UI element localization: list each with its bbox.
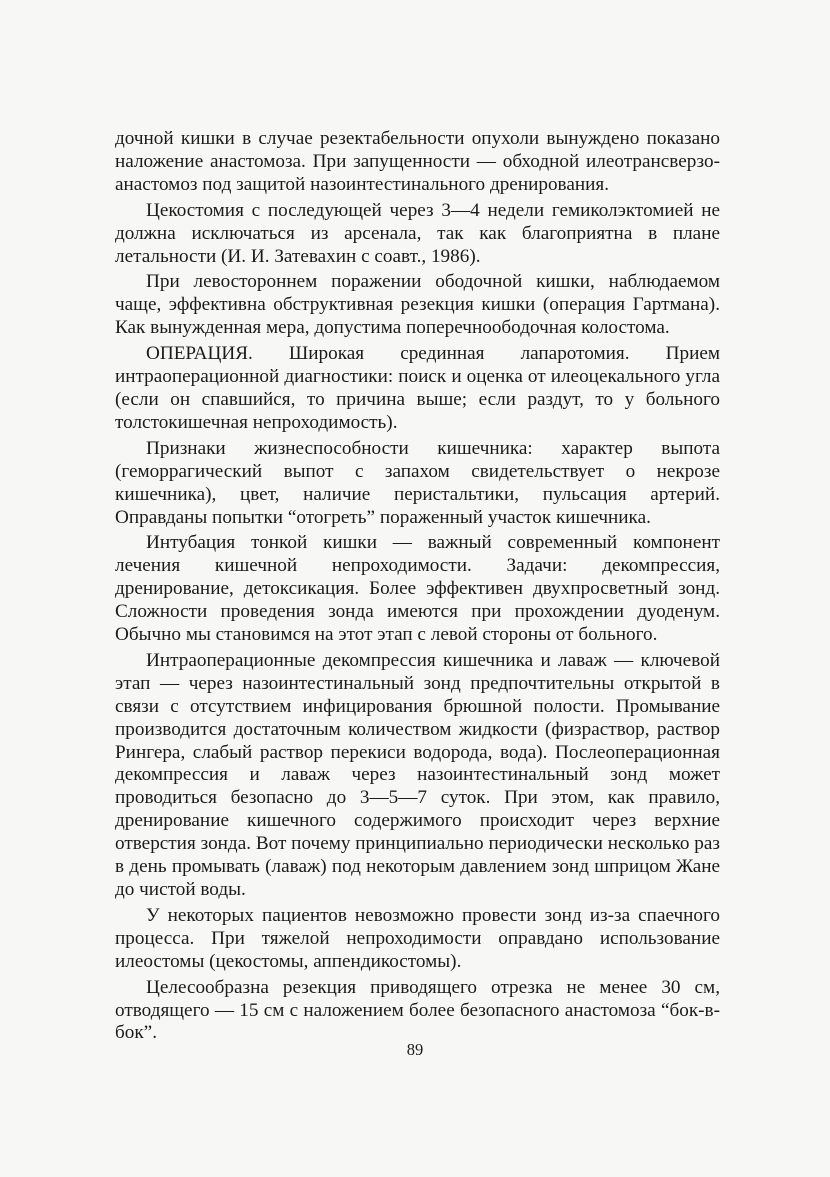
paragraph-3: При левостороннем поражении ободочной кишки, наблюдаемом чаще, эффективна обструктивная резекция кишки (операция Гартмана). Как вынужденная мера, допустима поперечноободочная колостома.: [115, 271, 720, 339]
paragraph-6: Интубация тонкой кишки — важный современный компонент лечения кишечной непроходимости. Задачи: декомпрессия, дренирование, детоксикация. Более эффективен двухпросветный зонд. Сложности проведения зонда имеются при прохождении дуоденум. Обычно мы становимся на этот этап с левой стороны от больного.: [115, 532, 720, 646]
paragraph-8: У некоторых пациентов невозможно провести зонд из-за спаечного процесса. При тяжелой непроходимости оправдано использование илеостомы (цекостомы, аппендикостомы).: [115, 904, 720, 972]
page-number: 89: [406, 1040, 424, 1059]
page-body: [115, 128, 720, 1048]
paragraph-1: дочной кишки в случае резектабельности опухоли вынуждено показано наложение анастомоза. При запущенности — обходной илеотрансверзо-анастомоз под защитой назоинтестинального дренирования.: [115, 128, 720, 195]
paragraph-7: Интраоперационные декомпрессия кишечника и лаваж — ключевой этап — через назоинтестинальный зонд предпочтительны открытой в связи с отсутствием инфицирования брюшной полости. Промывание производится достаточным количеством жидкости (физраствор, раствор Рингера, слабый раствор перекиси водорода, вода). Послеоперационная декомпрессия и лаваж через назоинтестинальный зонд может проводиться безопасно до 3—5—7 суток. При этом, как правило, дренирование кишечного содержимого происходит через верхние отверстия зонда. Вот почему принципиально периодически несколько раз в день промывать (лаваж) под некоторым давлением зонд шприцом Жане до чистой воды.: [115, 649, 720, 900]
paragraph-9: Целесообразна резекция приводящего отрезка не менее 30 см, отводящего — 15 см с наложением более безопасного анастомоза “бок-в-бок”.: [115, 976, 720, 1044]
paragraph-5: Признаки жизнеспособности кишечника: характер выпота (геморрагический выпот с запахом свидетельствует о некрозе кишечника), цвет, наличие перистальтики, пульсация артерий. Оправданы попытки “отогреть” пораженный участок кишечника.: [115, 437, 720, 528]
paragraph-4: ОПЕРАЦИЯ. Широкая срединная лапаротомия. Прием интраоперационной диагностики: поиск и оценка от илеоцекального угла (если он спавшийся, то причина выше; если раздут, то у больного толстокишечная непроходимость).: [115, 343, 720, 433]
paragraph-2: Цекостомия с последующей через 3—4 недели гемиколэктомией не должна исключаться из арсенала, так как благоприятна в плане летальности (И. И. Затевахин с соавт., 1986).: [115, 199, 720, 267]
